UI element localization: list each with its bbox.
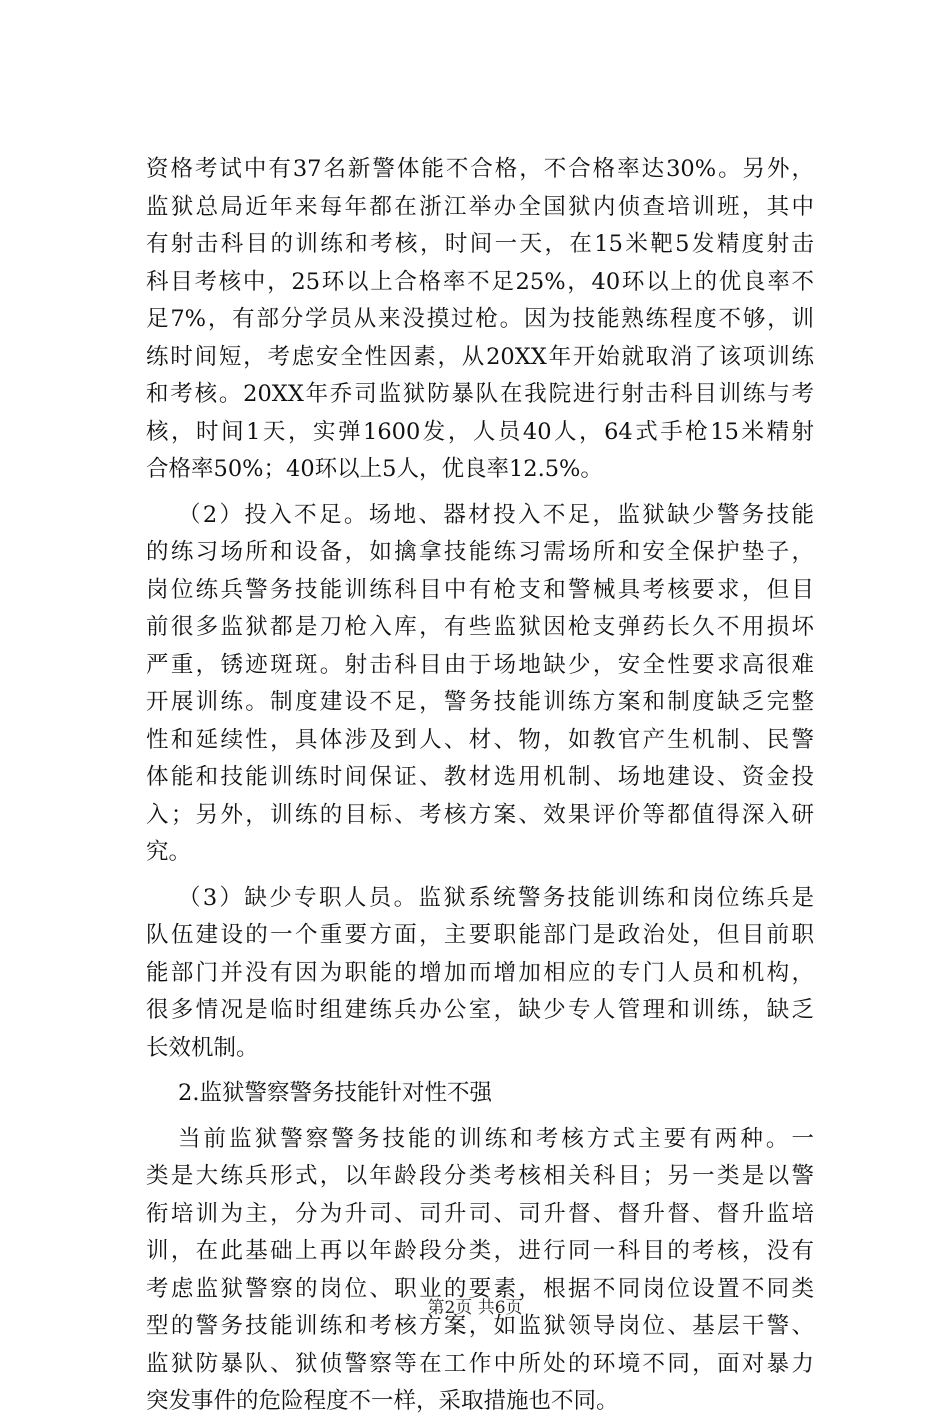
- paragraph-line: （2）投入不足。场地、器材投入不足，监狱缺少警务技能: [178, 502, 814, 528]
- paragraph-line: 岗位练兵警务技能训练科目中有枪支和警械具考核要求，但目: [146, 577, 814, 603]
- paragraph-line: 和考核。20XX年乔司监狱防暴队在我院进行射击科目训练与考: [146, 381, 814, 407]
- paragraph-line: 开展训练。制度建设不足，警务技能训练方案和制度缺乏完整: [146, 689, 814, 715]
- paragraph-line: 足7%，有部分学员从来没摸过枪。因为技能熟练程度不够，训: [146, 306, 814, 332]
- paragraph-line: 的练习场所和设备，如擒拿技能练习需场所和安全保护垫子，: [146, 539, 814, 565]
- paragraph-line: 当前监狱警察警务技能的训练和考核方式主要有两种。一: [178, 1126, 814, 1152]
- paragraph-line: 监狱防暴队、狱侦警察等在工作中所处的环境不同，面对暴力: [146, 1351, 814, 1377]
- paragraph-line: 类是大练兵形式，以年龄段分类考核相关科目；另一类是以警: [146, 1163, 814, 1189]
- section-heading: 2.监狱警察警务技能针对性不强: [178, 1080, 492, 1106]
- paragraph-line: （3）缺少专职人员。监狱系统警务技能训练和岗位练兵是: [178, 885, 814, 911]
- paragraph-line: 严重，锈迹斑斑。射击科目由于场地缺少，安全性要求高很难: [146, 652, 814, 678]
- paragraph-line: 前很多监狱都是刀枪入库，有些监狱因枪支弹药长久不用损坏: [146, 614, 814, 640]
- paragraph-line: 入；另外，训练的目标、考核方案、效果评价等都值得深入研: [146, 802, 814, 828]
- paragraph-line: 有射击科目的训练和考核，时间一天，在15米靶5发精度射击: [146, 231, 814, 257]
- paragraph-line: 合格率50%；40环以上5人，优良率12.5%。: [146, 456, 603, 482]
- paragraph-line: 体能和技能训练时间保证、教材选用机制、场地建设、资金投: [146, 764, 814, 790]
- paragraph-line: 长效机制。: [146, 1035, 259, 1061]
- paragraph-line: 科目考核中，25环以上合格率不足25%，40环以上的优良率不: [146, 269, 814, 295]
- paragraph-line: 资格考试中有37名新警体能不合格，不合格率达30%。另外，: [146, 156, 814, 182]
- paragraph-line: 练时间短，考虑安全性因素，从20XX年开始就取消了该项训练: [146, 344, 814, 370]
- paragraph-line: 核，时间1天，实弹1600发，人员40人，64式手枪15米精射: [146, 419, 814, 445]
- paragraph-line: 衔培训为主，分为升司、司升司、司升督、督升督、督升监培: [146, 1201, 814, 1227]
- paragraph-line: 很多情况是临时组建练兵办公室，缺少专人管理和训练，缺乏: [146, 997, 814, 1023]
- paragraph-line: 考虑监狱警察的岗位、职业的要素，根据不同岗位设置不同类: [146, 1276, 814, 1302]
- paragraph-line: 究。: [146, 839, 192, 865]
- paragraph-line: 能部门并没有因为职能的增加而增加相应的专门人员和机构，: [146, 960, 814, 986]
- paragraph-line: 监狱总局近年来每年都在浙江举办全国狱内侦查培训班，其中: [146, 194, 814, 220]
- paragraph-line: 突发事件的危险程度不一样，采取措施也不同。: [146, 1388, 619, 1414]
- paragraph-line: 训，在此基础上再以年龄段分类，进行同一科目的考核，没有: [146, 1238, 814, 1264]
- paragraph-line: 队伍建设的一个重要方面，主要职能部门是政治处，但目前职: [146, 922, 814, 948]
- paragraph-line: 型的警务技能训练和考核方案，如监狱领导岗位、基层干警、: [146, 1313, 814, 1339]
- paragraph-line: 性和延续性，具体涉及到人、材、物，如教官产生机制、民警: [146, 727, 814, 753]
- page-footer: 第2页 共6页: [427, 1298, 523, 1318]
